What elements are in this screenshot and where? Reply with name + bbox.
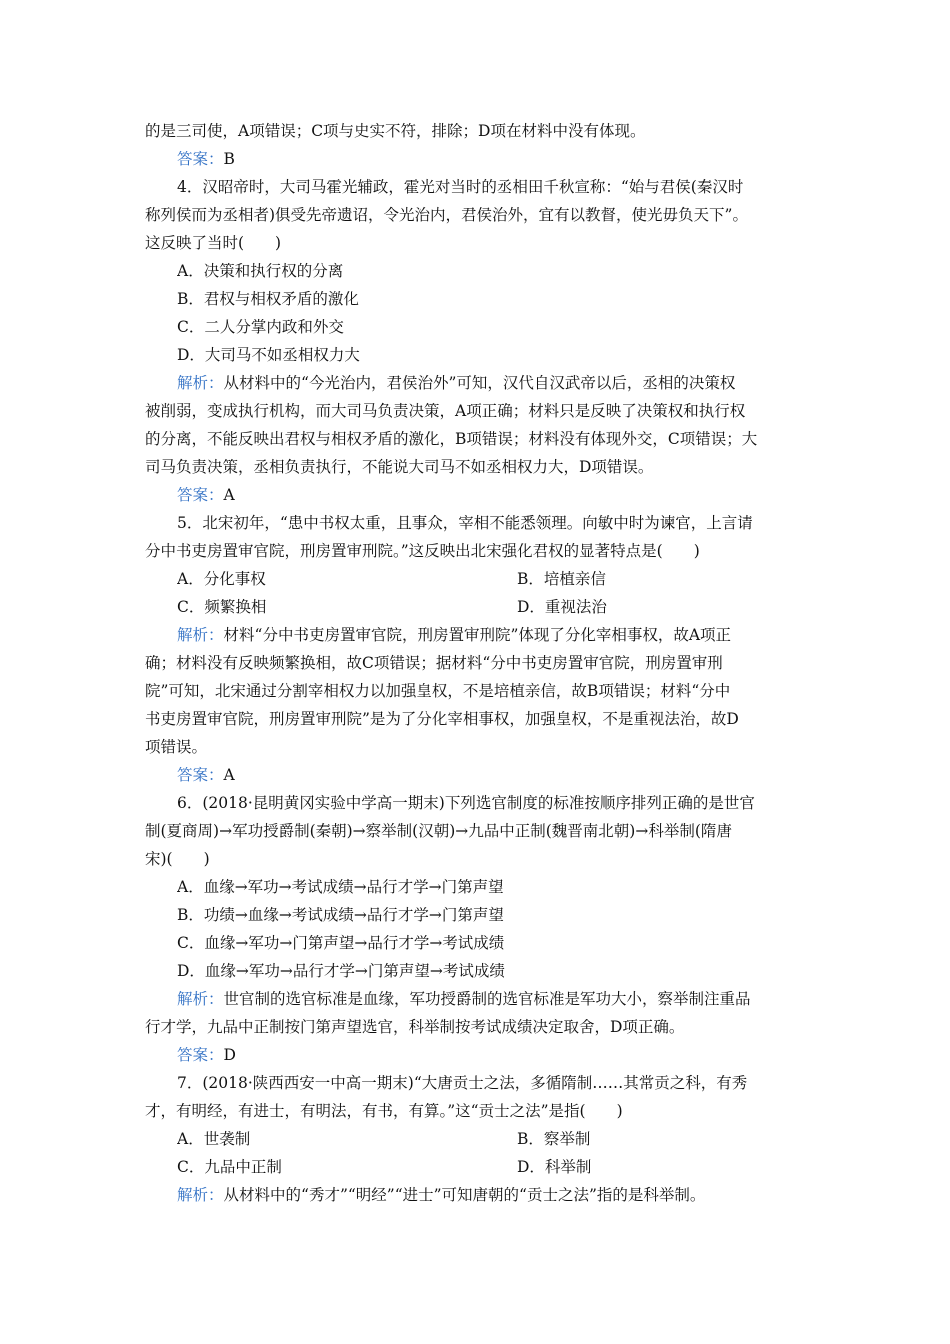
explanation-6-line-2: 行才学，九品中正制按门第声望选官，科举制按考试成绩决定取舍，D项正确。 [145, 1018, 685, 1036]
question-5-option-c: C．频繁换相 [177, 598, 267, 616]
question-7-option-c: C．九品中正制 [177, 1158, 282, 1176]
question-6-option-c: C．血缘→军功→门第声望→品行才学→考试成绩 [177, 934, 505, 952]
question-6-option-d: D．血缘→军功→品行才学→门第声望→考试成绩 [177, 962, 505, 980]
question-6-line-2: 制(夏商周)→军功授爵制(秦朝)→察举制(汉朝)→九品中正制(魏晋南北朝)→科举制(隋唐 [145, 822, 732, 840]
explanation-7-line-1 [177, 1185, 809, 1205]
question-5-option-b: B．培植亲信 [517, 570, 606, 588]
explanation-text: 世官制的选官标准是血缘，军功授爵制的选官标准是军功大小，察举制注重品 [223, 990, 751, 1008]
explanation-4-line-4: 司马负责决策，丞相负责执行，不能说大司马不如丞相权力大，D项错误。 [145, 458, 654, 476]
question-4-option-b: B．君权与相权矛盾的激化 [177, 290, 359, 308]
answer-label: 答案： [177, 766, 224, 784]
explanation-5-line-3: 院”可知，北宋通过分割宰相权力以加强皇权，不是培植亲信，故B项错误；材料“分中 [145, 682, 731, 700]
explanation-text: 从材料中的“今光治内，君侯治外”可知，汉代自汉武帝以后，丞相的决策权 [223, 374, 736, 392]
answer-3 [177, 149, 809, 169]
question-5-line-2: 分中书吏房置审官院，刑房置审刑院。”这反映出北宋强化君权的显著特点是( ) [145, 542, 700, 560]
question-5-line-1: 5．北宋初年，“患中书权太重，且事众，宰相不能悉领理。向敏中时为谏官，上言请 [177, 514, 753, 532]
question-4-option-c: C．二人分掌内政和外交 [177, 318, 344, 336]
answer-value: A [223, 486, 235, 504]
question-4-option-d: D．大司马不如丞相权力大 [177, 346, 360, 364]
question-5-option-d: D．重视法治 [517, 598, 607, 616]
answer-value: B [223, 150, 235, 168]
explanation-text: 材料“分中书吏房置审官院，刑房置审刑院”体现了分化宰相事权，故A项正 [223, 626, 732, 644]
explanation-label: 解析： [177, 1186, 224, 1204]
explanation-5-line-1 [177, 625, 809, 645]
explanation-6-line-1 [177, 989, 809, 1009]
question-6-option-b: B．功绩→血缘→考试成绩→品行才学→门第声望 [177, 906, 504, 924]
question-7-line-2: 才，有明经，有进士，有明法，有书，有算。”这“贡士之法”是指( ) [145, 1102, 623, 1120]
explanation-continuation: 的是三司使，A项错误；C项与史实不符，排除；D项在材料中没有体现。 [145, 122, 646, 140]
explanation-5-line-4: 书吏房置审官院，刑房置审刑院”是为了分化宰相事权，加强皇权，不是重视法治，故D [145, 710, 739, 728]
answer-label: 答案： [177, 150, 224, 168]
answer-label: 答案： [177, 1046, 224, 1064]
question-7-option-b: B．察举制 [517, 1130, 591, 1148]
question-4-option-a: A．决策和执行权的分离 [177, 262, 344, 280]
question-6-line-3: 宋)( ) [145, 850, 210, 868]
answer-label: 答案： [177, 486, 224, 504]
question-4-line-3: 这反映了当时( ) [145, 234, 282, 252]
question-4-line-2: 称列侯而为丞相者)俱受先帝遗诏，令光治内，君侯治外，宜有以教督，使光毋负天下”。 [145, 206, 748, 224]
question-4-line-1: 4．汉昭帝时，大司马霍光辅政，霍光对当时的丞相田千秋宣称：“始与君侯(秦汉时 [177, 178, 744, 196]
explanation-text: 从材料中的“秀才”“明经”“进士”可知唐朝的“贡士之法”指的是科举制。 [223, 1186, 706, 1204]
answer-4 [177, 485, 809, 505]
question-6-line-1: 6．(2018·昆明黄冈实验中学高一期末)下列选官制度的标准按顺序排列正确的是世官 [177, 794, 755, 812]
explanation-label: 解析： [177, 626, 224, 644]
question-7-option-a: A．世袭制 [177, 1130, 251, 1148]
explanation-label: 解析： [177, 990, 224, 1008]
answer-value: A [223, 766, 235, 784]
explanation-5-line-5: 项错误。 [145, 738, 208, 756]
explanation-label: 解析： [177, 374, 224, 392]
answer-5 [177, 765, 809, 785]
answer-value: D [223, 1046, 236, 1064]
explanation-5-line-2: 确；材料没有反映频繁换相，故C项错误；据材料“分中书吏房置审官院，刑房置审刑 [145, 654, 723, 672]
question-6-option-a: A．血缘→军功→考试成绩→品行才学→门第声望 [177, 878, 504, 896]
answer-6 [177, 1045, 809, 1065]
explanation-4-line-3: 的分离，不能反映出君权与相权矛盾的激化，B项错误；材料没有体现外交，C项错误；大 [145, 430, 758, 448]
explanation-4-line-1 [177, 373, 809, 393]
question-7-option-d: D．科举制 [517, 1158, 592, 1176]
question-5-option-a: A．分化事权 [177, 570, 266, 588]
question-7-line-1: 7．(2018·陕西西安一中高一期末)“大唐贡士之法，多循隋制……其常贡之科，有秀 [177, 1074, 748, 1092]
explanation-4-line-2: 被削弱，变成执行机构，而大司马负责决策，A项正确；材料只是反映了决策权和执行权 [145, 402, 746, 420]
